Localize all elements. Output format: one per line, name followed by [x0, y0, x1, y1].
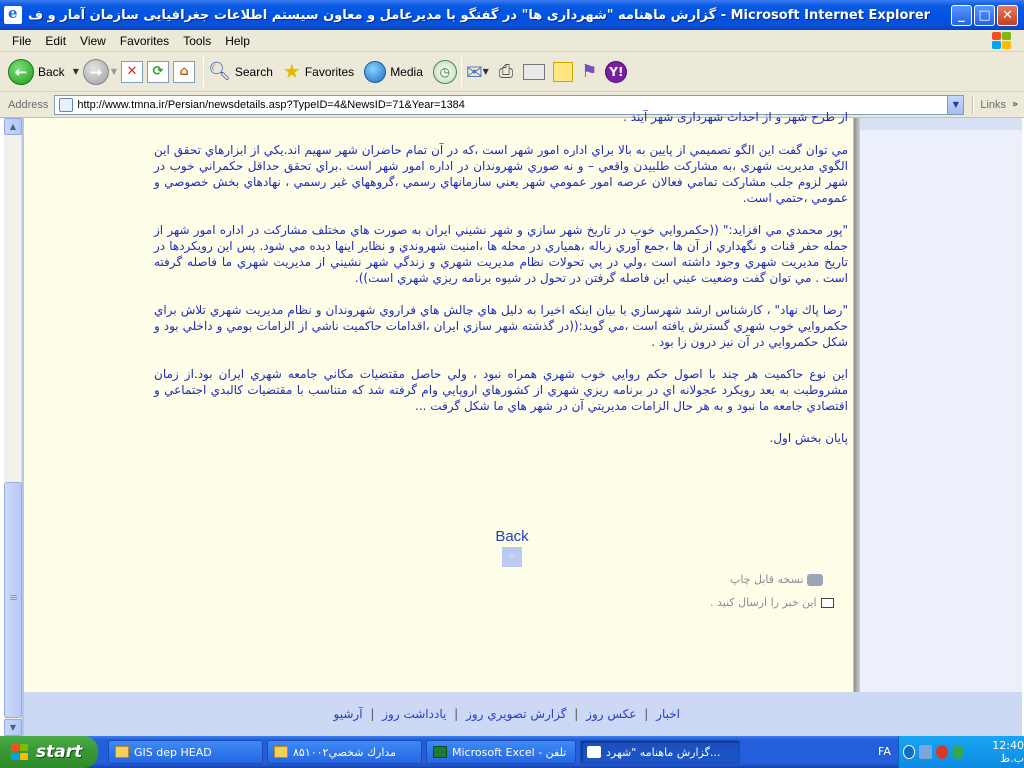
- footer-divider: |: [370, 707, 375, 721]
- excel-icon: [433, 746, 447, 758]
- links-chevron-icon[interactable]: »: [1012, 99, 1019, 110]
- toolbar-separator: [203, 57, 204, 87]
- printable-version-label: نسخه قابل چاپ: [730, 573, 804, 586]
- menu-edit[interactable]: Edit: [45, 33, 67, 48]
- forward-dropdown-icon[interactable]: ▼: [110, 67, 117, 76]
- media-label: Media: [390, 64, 423, 79]
- back-link[interactable]: Back: [495, 528, 529, 545]
- forward-button[interactable]: [83, 59, 109, 85]
- start-label: start: [36, 742, 83, 762]
- scroll-down-icon[interactable]: ▼: [4, 719, 22, 736]
- task-excel[interactable]: [426, 740, 576, 764]
- right-side-panel: [860, 118, 1022, 692]
- footer-links: [334, 707, 680, 721]
- task-label: GIS dep HEAD: [134, 745, 212, 759]
- start-button[interactable]: [0, 736, 98, 768]
- web-page: [22, 110, 1022, 736]
- footer-link-photo-report[interactable]: گزارش تصويري روز: [466, 707, 567, 721]
- internet-explorer-icon[interactable]: [4, 6, 22, 24]
- task-label: Microsoft Excel - تلفن: [452, 745, 567, 759]
- edit-icon[interactable]: [523, 64, 545, 80]
- task-internet-explorer[interactable]: [580, 740, 740, 764]
- search-button[interactable]: [208, 61, 279, 82]
- article-clipped-line: [154, 110, 848, 126]
- favorites-label: Favorites: [304, 64, 355, 79]
- address-dropdown-icon[interactable]: ▼: [947, 96, 963, 114]
- system-tray: [898, 736, 1024, 768]
- footer-nav: [24, 692, 1022, 736]
- toolbar-separator: [461, 57, 462, 87]
- back-link-icon[interactable]: ⁘: [502, 547, 522, 567]
- footer-divider: |: [644, 707, 649, 721]
- clipped-line-text: از طرح شهر و از احداث شهرداری شهر آیند .: [623, 110, 848, 124]
- maximize-button[interactable]: □: [974, 5, 995, 26]
- task-gis-folder[interactable]: [108, 740, 263, 764]
- back-label: Back: [38, 64, 65, 79]
- search-icon: 🔍︎: [208, 61, 231, 81]
- right-panel-header: [860, 118, 1022, 130]
- stop-icon[interactable]: ✕: [121, 61, 143, 83]
- clock[interactable]: 12:40 ب.ظ: [992, 739, 1024, 765]
- media-globe-icon: [364, 61, 386, 83]
- language-indicator[interactable]: FA: [878, 745, 891, 758]
- menu-view[interactable]: View: [80, 33, 106, 48]
- article-end-note: پايان بخش اول.: [769, 431, 848, 445]
- internet-explorer-icon: [587, 746, 601, 758]
- antivirus-icon[interactable]: [952, 745, 964, 759]
- footer-link-archive[interactable]: آرشيو: [333, 707, 363, 721]
- footer-divider: |: [574, 707, 579, 721]
- back-arrow-icon: ←: [8, 59, 34, 85]
- article-paragraph: اين نوع حاكميت هر چند با اصول حكم روايي خوب شهري همراه نبود ، ولي حاصل مقتضيات مكاني جامعه شهري ايران بود.از زمان مشروطيت به بعد رويكرد عجولانه اي در برنامه ريزي شهري از كشورهاي اروپايي وام گرفته شد كه متناسب با مقتضيات كالبدي اجتماعي و اقتصادي جامعه ما نبود و به هر حال الزامات مديريتي آن در شهر هاي ما شكل گرفت ...: [154, 367, 848, 413]
- tray-arrow-icon[interactable]: [903, 745, 915, 759]
- browser-viewport: [0, 110, 1024, 736]
- home-icon[interactable]: ⌂: [173, 61, 195, 83]
- article-paragraph: "پور محمدي مي افزايد:" ((حكمروايي خوب در تاريخ شهر سازي و شهر نشيني ايران به صورت هاي مختلف مشاركت در اداره امور شهر از جمله حفر قنات و نگهداري از آن ها ،جمع آوري زباله ،همياري در محله ها ،امنيت شهروندي و نظاير اينها ديده مي شود. پس اين رويكردها در تاريخ مديريت شهري وجود داشته است ،ولي در پي تحولات نظام مديريت شهري و زندگي شهر نشيني از مديريت شهري ما فاصله گرفته است . مي توان گفت وضعيت عيني اين فاصله گرفتن در تحول در شيوه برنامه ريزي شهري است)).: [154, 223, 848, 285]
- toolbar: [0, 52, 1024, 92]
- menu-help[interactable]: Help: [225, 33, 250, 48]
- email-news-link[interactable]: [710, 596, 834, 609]
- menu-tools[interactable]: Tools: [183, 33, 212, 48]
- task-label: گزارش ماهنامه "شهرد...: [606, 745, 721, 759]
- back-button[interactable]: [8, 59, 71, 85]
- task-label: مدارك شخصي۸۵۱۰۰۲: [293, 745, 397, 759]
- back-dropdown-icon[interactable]: ▼: [72, 67, 79, 76]
- envelope-icon: [821, 598, 834, 608]
- email-news-label: اين خبر را ارسال كنيد .: [710, 596, 817, 609]
- article-panel: [24, 110, 854, 692]
- address-label: Address: [8, 98, 49, 111]
- menu-bar: [0, 30, 1024, 52]
- favorites-button[interactable]: [283, 59, 360, 84]
- discuss-icon[interactable]: [553, 62, 573, 82]
- scroll-thumb[interactable]: [4, 482, 22, 718]
- volume-icon[interactable]: [936, 745, 948, 759]
- star-icon: ★: [282, 61, 301, 83]
- scroll-up-icon[interactable]: ▲: [4, 118, 22, 135]
- media-button[interactable]: [364, 61, 429, 83]
- messenger-icon[interactable]: ⚑: [581, 61, 598, 82]
- footer-divider: |: [454, 707, 459, 721]
- address-url[interactable]: http://www.tmna.ir/Persian/newsdetails.asp?TypeID=4&NewsID=71&Year=1384: [77, 98, 465, 111]
- printable-version-link[interactable]: [730, 573, 823, 586]
- links-separator: [972, 96, 974, 114]
- vertical-scrollbar[interactable]: [4, 118, 22, 736]
- search-label: Search: [234, 64, 273, 79]
- article-body: [154, 110, 848, 462]
- article-paragraph: مي توان گفت اين الگو تصميمي از پايين به بالا براي اداره امور شهر است ،كه در آن تمام حاضران شهر سهيم اند.يكي از ابزارهاي تحقق اين الگوي مديريت شهري ،به مشاركت طلبيدن واقعي – و نه صوري شهروندان در اداره امور شهر است .براي تحقق حداقل حكمراني خوب در شهر لزوم جلب مشاركت تمامي فعالان عرصه امور عمومي شهر يعني سازمانهاي رسمي ،گروههاي غير رسمي ، نهادهاي بخش خصوصي و عمومي ،حتمي است.: [154, 143, 848, 205]
- history-icon[interactable]: ◷: [433, 60, 457, 84]
- footer-link-daily-note[interactable]: يادداشت روز: [382, 707, 447, 721]
- mail-dropdown-icon[interactable]: ▼: [482, 67, 489, 76]
- menu-file[interactable]: File: [12, 33, 32, 48]
- mail-icon[interactable]: ✉: [465, 59, 483, 84]
- footer-link-news[interactable]: اخبار: [656, 707, 680, 721]
- folder-icon: [115, 746, 129, 758]
- close-button[interactable]: ✕: [997, 5, 1018, 26]
- footer-link-photo-of-day[interactable]: عكس روز: [586, 707, 637, 721]
- article-paragraph: "رضا پاك نهاد" ، كارشناس ارشد شهرسازي با بيان اينكه اخيرا به دليل هاي چالش هاي فراروي شهروندان و نظام مديريت شهري تلاش براي حكمروايي خوب شهري گسترش يافته است ،مي گويد:((در گذشته شهر سازي ايران ،اقدامات حاكميت ناشي از الزامات بومي و داخلي بود و شكل حكمروايي در آن نيز درون زا بود .: [154, 303, 848, 349]
- refresh-icon[interactable]: ⟳: [147, 61, 169, 83]
- title-bar: [0, 0, 1024, 30]
- printer-icon: [807, 574, 823, 586]
- windows-logo-icon: [990, 31, 1012, 51]
- print-icon[interactable]: ⎙: [498, 61, 514, 82]
- forward-arrow-icon: →: [83, 59, 109, 85]
- minimize-button[interactable]: _: [951, 5, 972, 26]
- address-bar: [0, 92, 1024, 118]
- menu-favorites[interactable]: Favorites: [119, 33, 170, 48]
- task-documents-folder[interactable]: [267, 740, 422, 764]
- folder-icon: [274, 746, 288, 758]
- page-icon: [59, 98, 73, 112]
- windows-flag-icon: [10, 743, 30, 761]
- network-icon[interactable]: [919, 745, 931, 759]
- yahoo-messenger-icon[interactable]: Y!: [605, 61, 627, 83]
- window-title: گزارش ماهنامه "شهرداری ها" در گفتگو با مدیرعامل و معاون سیستم اطلاعات جغرافیایی سازمان آمار و ف - Microsoft Internet Explorer: [28, 7, 931, 23]
- taskbar-buttons: [108, 740, 744, 764]
- taskbar: [0, 736, 1024, 768]
- back-link-block: [494, 528, 530, 567]
- links-button[interactable]: Links: [980, 98, 1007, 111]
